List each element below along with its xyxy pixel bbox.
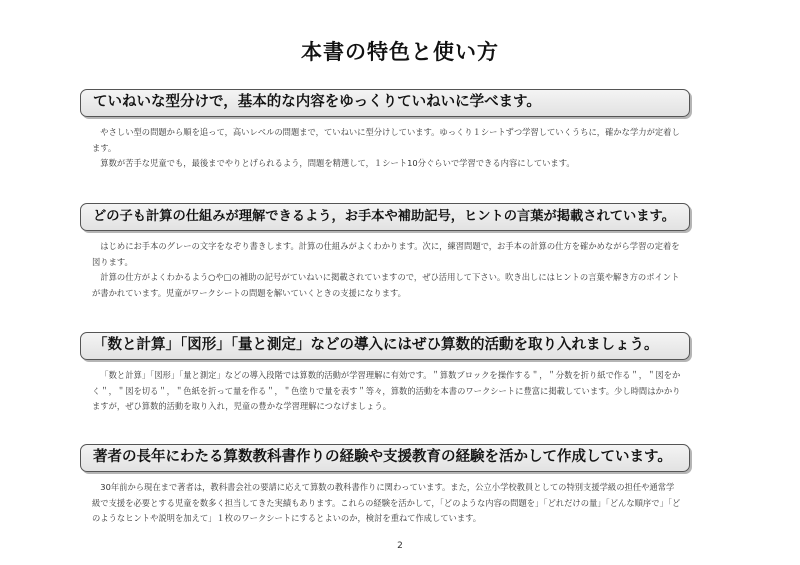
paragraph: やさしい型の問題から順を追って，高いレベルの問題まで，ていねいに型分けしています。ゆっくり１シートずつ学習していくうちに，確かな学力が定着します。: [92, 127, 680, 153]
page-number: 2: [397, 541, 403, 551]
section-heading: ていねいな型分けで，基本的な内容をゆっくりていねいに学べます。: [80, 89, 690, 117]
section-heading: 「数と計算」「図形」「量と測定」などの導入にはぜひ算数的活動を取り入れましょう。: [80, 332, 690, 360]
paragraph: はじめにお手本のグレーの文字をなぞり書きします。計算の仕組みがよくわかります。次に，練習問題で，お手本の計算の仕方を確かめながら学習の定着を図ります。: [92, 241, 680, 267]
section-body: [80, 125, 690, 172]
paragraph: 計算の仕方がよくわかるよう○や□の補助の記号がていねいに掲載されていますので，ぜひ活用して下さい。吹き出しにはヒントの言葉や解き方のポイントが書かれています。児童がワークシートの問題を解いていくときの支援になります。: [92, 272, 680, 298]
paragraph: 「数と計算」「図形」「量と測定」などの導入段階では算数的活動が学習理解に有効です。＂算数ブロックを操作する＂，＂分数を折り紙で作る＂，＂図をかく＂，＂図を切る＂，＂色紙を折って量を作る＂，＂色塗りで量を表す＂等々，算数的活動を本書のワークシートに豊富に掲載しています。少し時間はかかりますが，ぜひ算数的活動を取り入れ，児童の豊かな学習理解につなげましょう。: [92, 370, 681, 411]
section-4: [80, 444, 690, 527]
section-heading: 著者の長年にわたる算数教科書作りの経験や支援教育の経験を活かして作成しています。: [80, 444, 690, 472]
section-body: [80, 480, 690, 527]
section-3: [80, 332, 690, 415]
section-body: [80, 239, 690, 301]
section-2: [80, 203, 690, 301]
section-body: [80, 368, 690, 415]
section-1: [80, 89, 690, 172]
paragraph: 算数が苦手な児童でも，最後までやりとげられるよう，問題を精選して，１シート10分ぐらいで学習できる内容にしています。: [100, 158, 575, 168]
page-title: 本書の特色と使い方: [301, 40, 499, 64]
section-heading: どの子も計算の仕組みが理解できるよう，お手本や補助記号，ヒントの言葉が掲載されています。: [80, 203, 690, 231]
paragraph: 30年前から現在まで著者は，教科書会社の要請に応えて算数の教科書作りに関わっています。また，公立小学校教員としての特別支援学級の担任や通常学級で支援を必要とする児童を数多く担当してきた実績もあります。これらの経験を活かして，「どのような内容の問題を」「どれだけの量」「どんな順序で」「どのようなヒントや説明を加えて」１枚のワークシートにするとよいのか，検討を重ねて作成しています。: [92, 482, 681, 523]
